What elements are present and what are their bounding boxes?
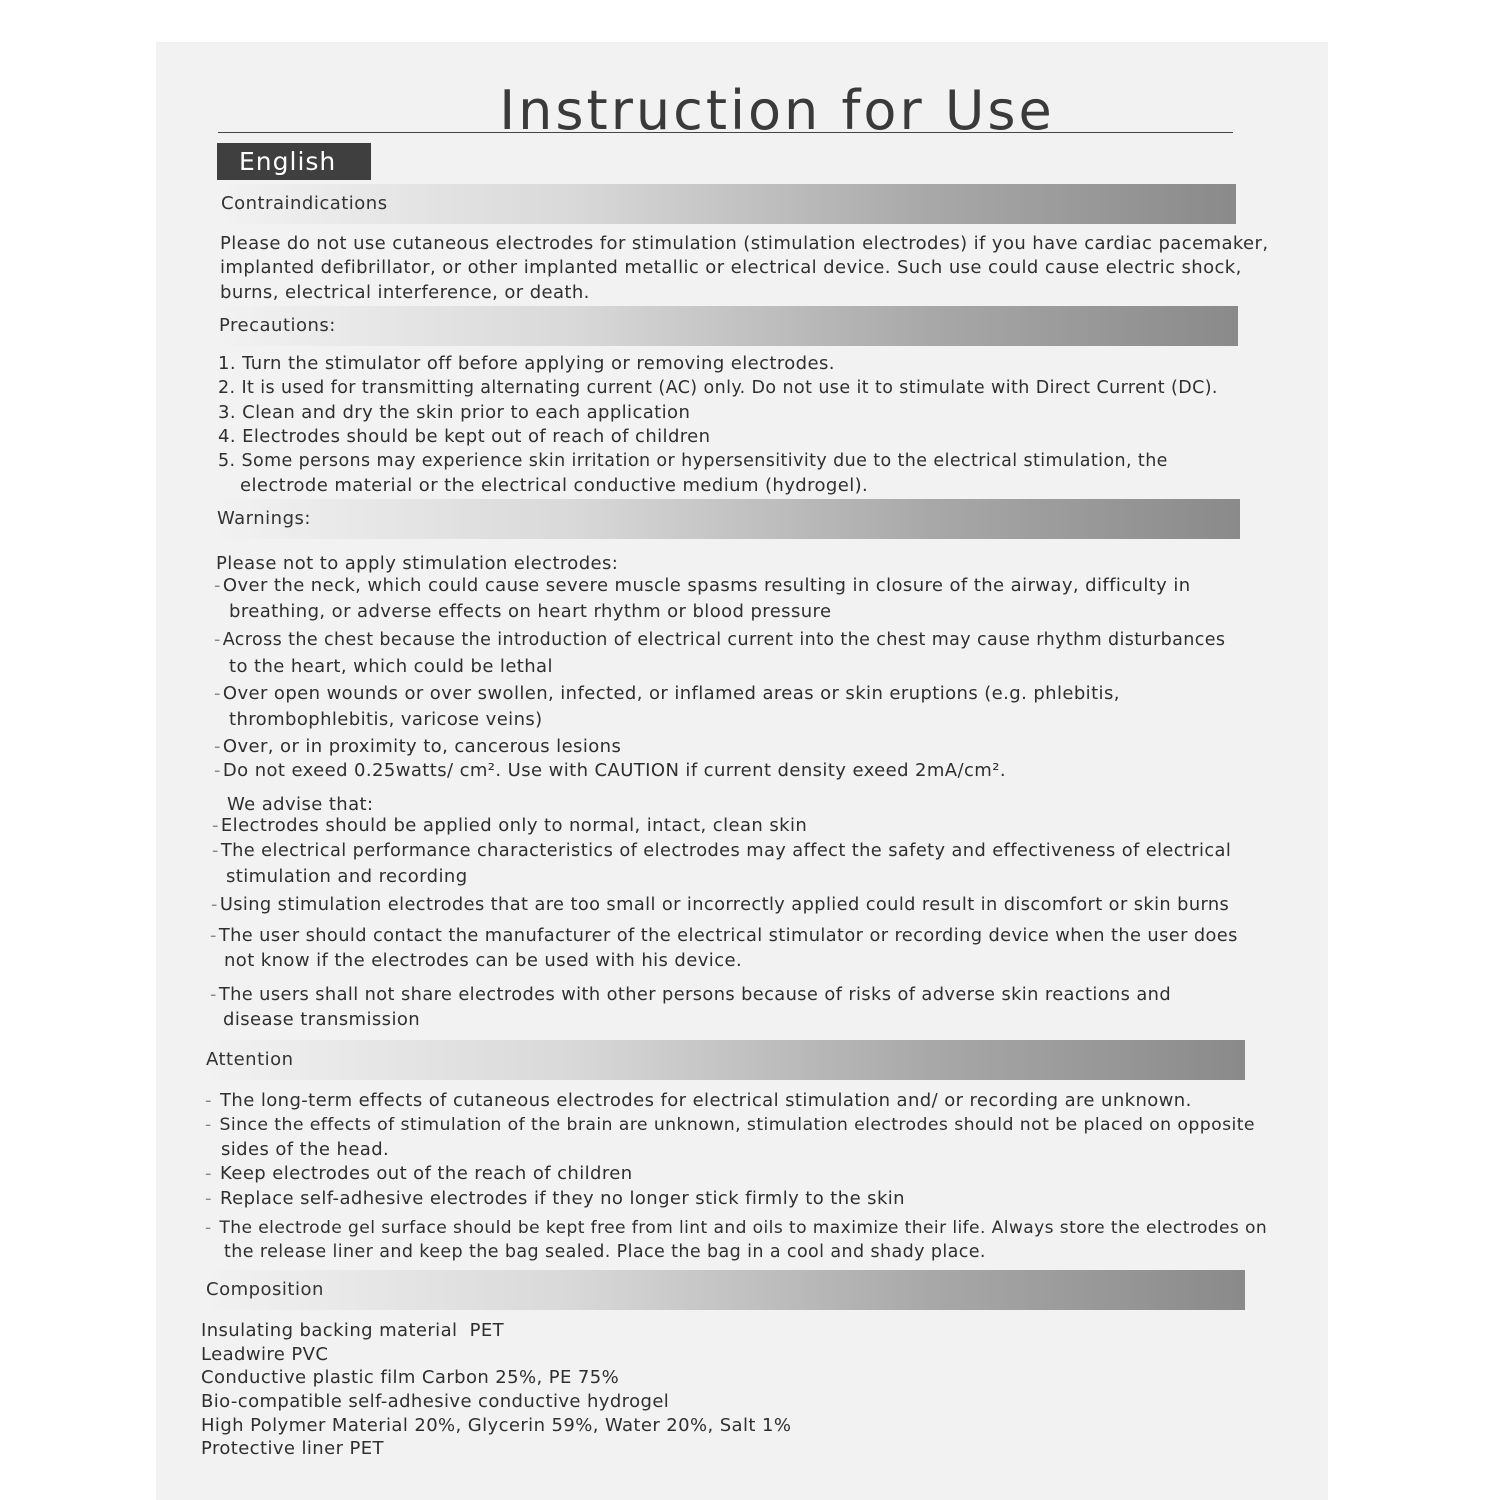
warning-item: - Over open wounds or over swollen, infected, or inflamed areas or skin eruptions (e.g. phlebitis, xyxy=(214,683,1120,704)
advise-item: - The electrical performance characteristics of electrodes may affect the safety and effectiveness of electrical xyxy=(212,840,1232,861)
section-heading-precautions: Precautions: xyxy=(215,306,1238,346)
warning-item-continued: breathing, or adverse effects on heart rhythm or blood pressure xyxy=(229,601,832,622)
advise-item-continued: not know if the electrodes can be used with his device. xyxy=(224,950,743,971)
composition-item: Conductive plastic film Carbon 25%, PE 75% xyxy=(201,1367,620,1388)
precaution-item: 3. Clean and dry the skin prior to each application xyxy=(218,402,691,423)
attention-item-continued: the release liner and keep the bag sealed. Place the bag in a cool and shady place. xyxy=(224,1242,986,1262)
warning-item: - Do not exeed 0.25watts/ cm². Use with CAUTION if current density exeed 2mA/cm². xyxy=(214,760,1006,781)
warnings-intro: Please not to apply stimulation electrodes: xyxy=(216,553,619,574)
warning-item-continued: to the heart, which could be lethal xyxy=(229,656,553,677)
composition-item: Insulating backing material PET xyxy=(201,1320,505,1341)
contraindications-text-line: Please do not use cutaneous electrodes for stimulation (stimulation electrodes) if you have cardiac pacemaker, xyxy=(220,233,1269,254)
warning-item: - Across the chest because the introduction of electrical current into the chest may cause rhythm disturbances xyxy=(214,630,1226,650)
advise-item: - Electrodes should be applied only to normal, intact, clean skin xyxy=(212,815,808,836)
composition-item: Protective liner PET xyxy=(201,1438,384,1459)
attention-item-continued: sides of the head. xyxy=(221,1139,390,1160)
warning-item: - Over, or in proximity to, cancerous lesions xyxy=(214,736,622,757)
warning-item: - Over the neck, which could cause severe muscle spasms resulting in closure of the airway, difficulty in xyxy=(214,575,1191,596)
section-heading-contraindications: Contraindications xyxy=(217,184,1236,224)
attention-item: - The long-term effects of cutaneous electrodes for electrical stimulation and/ or recording are unknown. xyxy=(205,1090,1192,1111)
section-heading-attention: Attention xyxy=(202,1040,1245,1080)
advise-item: - The user should contact the manufacturer of the electrical stimulator or recording device when the user does xyxy=(210,925,1238,946)
contraindications-text-line: burns, electrical interference, or death. xyxy=(220,282,590,303)
composition-item: Leadwire PVC xyxy=(201,1344,329,1365)
advise-item-continued: stimulation and recording xyxy=(226,866,468,887)
warning-item-continued: thrombophlebitis, varicose veins) xyxy=(229,709,543,730)
advise-item-continued: disease transmission xyxy=(223,1009,421,1030)
precaution-item: 1. Turn the stimulator off before applying or removing electrodes. xyxy=(218,353,835,374)
precaution-item: 5. Some persons may experience skin irritation or hypersensitivity due to the electrical stimulation, the xyxy=(218,451,1168,471)
contraindications-text-line: implanted defibrillator, or other implanted metallic or electrical device. Such use could cause electric shock, xyxy=(220,257,1242,278)
attention-item: - Replace self-adhesive electrodes if they no longer stick firmly to the skin xyxy=(205,1188,905,1209)
precaution-item: 4. Electrodes should be kept out of reach of children xyxy=(218,426,711,447)
composition-item: High Polymer Material 20%, Glycerin 59%, Water 20%, Salt 1% xyxy=(201,1415,792,1436)
section-heading-warnings: Warnings: xyxy=(213,499,1240,539)
section-heading-composition: Composition xyxy=(202,1270,1245,1310)
title-underline xyxy=(218,132,1233,133)
precaution-item: electrode material or the electrical conductive medium (hydrogel). xyxy=(240,475,869,496)
language-label: English xyxy=(217,143,371,180)
page-title: Instruction for Use xyxy=(499,79,1055,142)
precaution-item: 2. It is used for transmitting alternating current (AC) only. Do not use it to stimulate with Direct Current (DC). xyxy=(218,378,1218,398)
attention-item: - The electrode gel surface should be kept free from lint and oils to maximize their life. Always store the electrodes on xyxy=(205,1218,1268,1238)
attention-item: - Keep electrodes out of the reach of children xyxy=(205,1163,633,1184)
attention-item: - Since the effects of stimulation of the brain are unknown, stimulation electrodes should not be placed on opposite xyxy=(205,1115,1255,1135)
advise-intro: We advise that: xyxy=(227,794,374,815)
composition-item: Bio-compatible self-adhesive conductive hydrogel xyxy=(201,1391,670,1412)
advise-item: - Using stimulation electrodes that are too small or incorrectly applied could result in discomfort or skin burns xyxy=(211,894,1230,915)
advise-item: - The users shall not share electrodes with other persons because of risks of adverse skin reactions and xyxy=(210,984,1172,1005)
